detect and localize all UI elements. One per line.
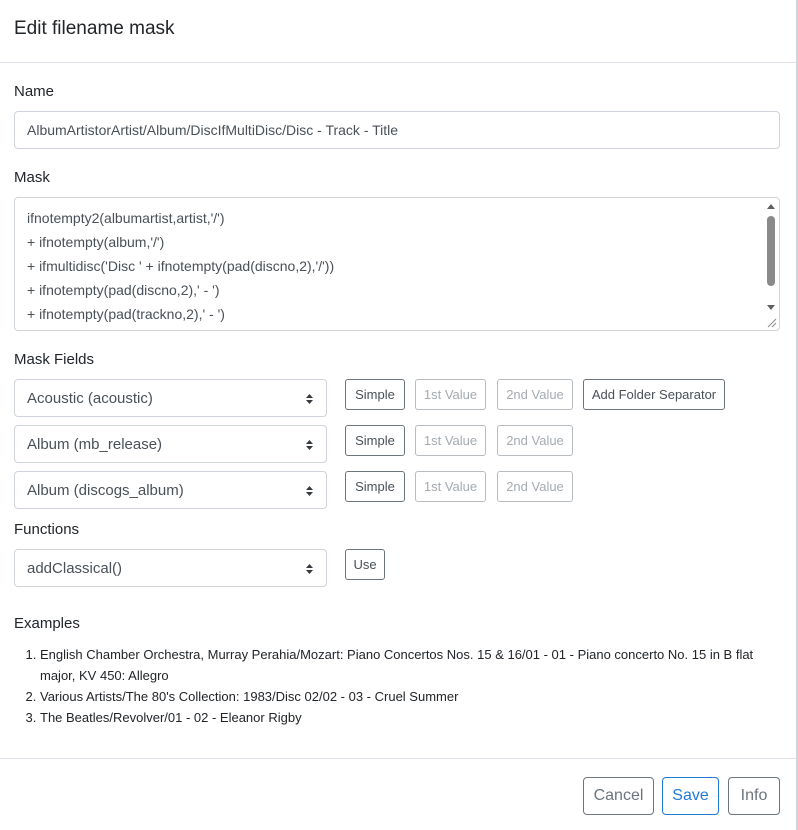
function-select-value: addClassical() — [27, 560, 123, 577]
example-item: 2. Various Artists/The 80's Collection: 1983/Disc 02/02 - 03 - Cruel Summer — [40, 686, 770, 707]
mask-field-select[interactable] — [14, 471, 327, 509]
mask-field-select-value: Acoustic (acoustic) — [27, 390, 153, 407]
name-label: Name — [14, 83, 55, 100]
simple-button[interactable]: Simple — [345, 425, 405, 456]
add-folder-separator-button[interactable]: Add Folder Separator — [583, 379, 725, 410]
first-value-button[interactable]: 1st Value — [415, 425, 486, 456]
mask-label: Mask — [14, 169, 50, 186]
mask-line: + ifnotempty(pad(trackno,2),' - ') — [27, 306, 225, 322]
scroll-down-arrow-icon[interactable] — [767, 305, 775, 310]
second-value-button[interactable]: 2nd Value — [497, 471, 573, 502]
mask-field-select-value: Album (mb_release) — [27, 436, 163, 453]
mask-line: ifnotempty2(albumartist,artist,'/') — [27, 210, 225, 226]
examples-label: Examples — [14, 615, 80, 632]
select-caret-icon — [305, 393, 314, 405]
dialog-title: Edit filename mask — [14, 18, 175, 39]
select-caret-icon — [305, 439, 314, 451]
mask-line: + ifmultidisc('Disc ' + ifnotempty(pad(discno,2),'/')) — [27, 258, 335, 274]
select-caret-icon — [305, 563, 314, 575]
second-value-button[interactable]: 2nd Value — [497, 379, 573, 410]
mask-field-select[interactable] — [14, 425, 327, 463]
functions-label: Functions — [14, 521, 80, 538]
info-button[interactable]: Info — [728, 777, 780, 815]
simple-button[interactable]: Simple — [345, 471, 405, 502]
cancel-button[interactable]: Cancel — [583, 777, 654, 815]
mask-fields-label: Mask Fields — [14, 351, 95, 368]
dialog-footer — [0, 758, 796, 830]
select-caret-icon — [305, 485, 314, 497]
second-value-button[interactable]: 2nd Value — [497, 425, 573, 456]
mask-line: + ifnotempty(pad(discno,2),' - ') — [27, 282, 220, 298]
mask-lines — [27, 206, 334, 326]
mask-field-select[interactable] — [14, 379, 327, 417]
simple-button[interactable]: Simple — [345, 379, 405, 410]
function-select[interactable] — [14, 549, 327, 587]
example-item: 1. English Chamber Orchestra, Murray Perahia/Mozart: Piano Concertos Nos. 15 & 16/01 - 01 - Piano concerto No. 15 in B flat major, KV 450: Allegro — [40, 644, 770, 686]
dialog-header — [0, 0, 796, 63]
scroll-up-arrow-icon[interactable] — [767, 204, 775, 209]
resize-grip-icon[interactable] — [765, 316, 777, 328]
example-item: 3. The Beatles/Revolver/01 - 02 - Eleanor Rigby — [40, 707, 770, 728]
examples-list — [40, 644, 770, 728]
name-input[interactable] — [14, 111, 780, 149]
mask-field-select-value: Album (discogs_album) — [27, 482, 184, 499]
save-button[interactable]: Save — [662, 777, 719, 815]
mask-line: + ifnotempty(album,'/') — [27, 234, 165, 250]
first-value-button[interactable]: 1st Value — [415, 379, 486, 410]
mask-textarea[interactable] — [14, 197, 780, 331]
mask-scrollbar[interactable] — [766, 202, 776, 310]
scrollbar-thumb[interactable] — [767, 216, 775, 286]
first-value-button[interactable]: 1st Value — [415, 471, 486, 502]
use-function-button[interactable]: Use — [345, 549, 385, 580]
